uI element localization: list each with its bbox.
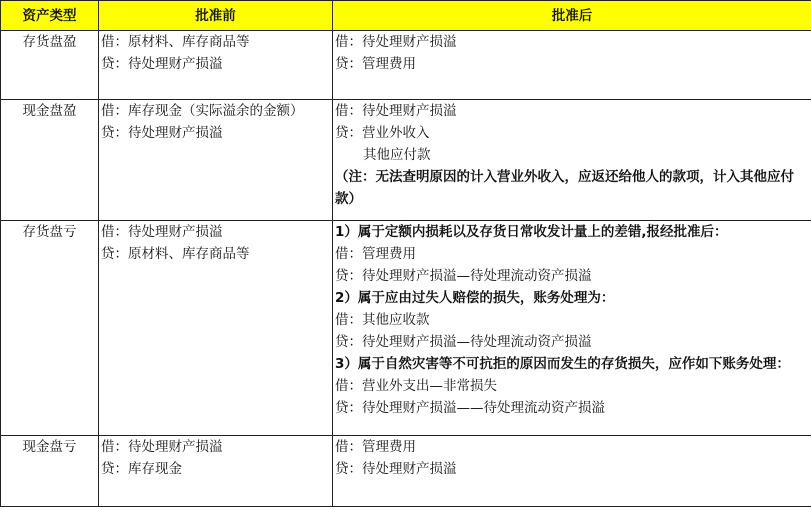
- before-approval-cell: [99, 221, 333, 436]
- header-row: [1, 1, 811, 31]
- entry-line: 贷：待处理财产损溢—待处理流动资产损溢: [335, 268, 592, 284]
- entry-line: 3）属于自然灾害等不可抗拒的原因而发生的存货损失，应作如下账务处理：: [335, 356, 790, 372]
- entry-line: （注：无法查明原因的计入营业外收入，应返还给他人的款项，计入其他应付款）: [335, 169, 794, 207]
- before-approval-cell: [99, 100, 333, 221]
- entry-line: 贷：管理费用: [335, 56, 416, 72]
- asset-type-cell: 存货盘亏: [1, 221, 99, 436]
- before-approval-cell: [99, 31, 333, 100]
- table-row: [1, 436, 811, 507]
- before-approval-cell: [99, 436, 333, 507]
- entry-line: 贷：待处理财产损溢: [101, 56, 223, 72]
- table-row: [1, 31, 811, 100]
- entry-line: 借：待处理财产损溢: [335, 103, 457, 119]
- asset-type-cell: 存货盘盈: [1, 31, 99, 100]
- entry-line: 借：待处理财产损溢: [101, 439, 223, 455]
- entry-line: 贷：待处理财产损溢——待处理流动资产损溢: [335, 400, 605, 416]
- entry-line: 借：管理费用: [335, 439, 416, 455]
- after-approval-cell: [333, 221, 811, 436]
- after-approval-cell: [333, 436, 811, 507]
- entry-line: 贷：库存现金: [101, 461, 182, 477]
- entry-line: 贷：待处理财产损溢: [335, 461, 457, 477]
- asset-type-cell: 现金盘盈: [1, 100, 99, 221]
- after-approval-cell: [333, 31, 811, 100]
- entry-line: 其他应付款: [363, 147, 431, 163]
- entry-line: 借：其他应收款: [335, 312, 430, 328]
- header-before-approval: 批准前: [99, 1, 333, 31]
- entry-line: 借：待处理财产损溢: [101, 224, 223, 240]
- entry-line: 贷：待处理财产损溢—待处理流动资产损溢: [335, 334, 592, 350]
- entry-line: 1）属于定额内损耗以及存货日常收发计量上的差错,报经批准后：: [335, 224, 728, 240]
- after-approval-cell: [333, 100, 811, 221]
- header-after-approval: 批准后: [333, 1, 811, 31]
- entry-line: 贷：营业外收入: [335, 125, 430, 141]
- table-row: [1, 100, 811, 221]
- entry-line: 借：库存现金（实际溢余的金额）: [101, 103, 304, 119]
- entry-line: 贷：原材料、库存商品等: [101, 246, 250, 262]
- entry-line: 借：营业外支出—非常损失: [335, 378, 497, 394]
- entry-line: 贷：待处理财产损溢: [101, 125, 223, 141]
- entry-line: 2）属于应由过失人赔偿的损失，账务处理为：: [335, 290, 615, 306]
- entry-line: 借：待处理财产损溢: [335, 34, 457, 50]
- table-row: [1, 221, 811, 436]
- asset-type-cell: 现金盘亏: [1, 436, 99, 507]
- entry-line: 借：管理费用: [335, 246, 416, 262]
- header-asset-type: 资产类型: [1, 1, 99, 31]
- entry-line: 借：原材料、库存商品等: [101, 34, 250, 50]
